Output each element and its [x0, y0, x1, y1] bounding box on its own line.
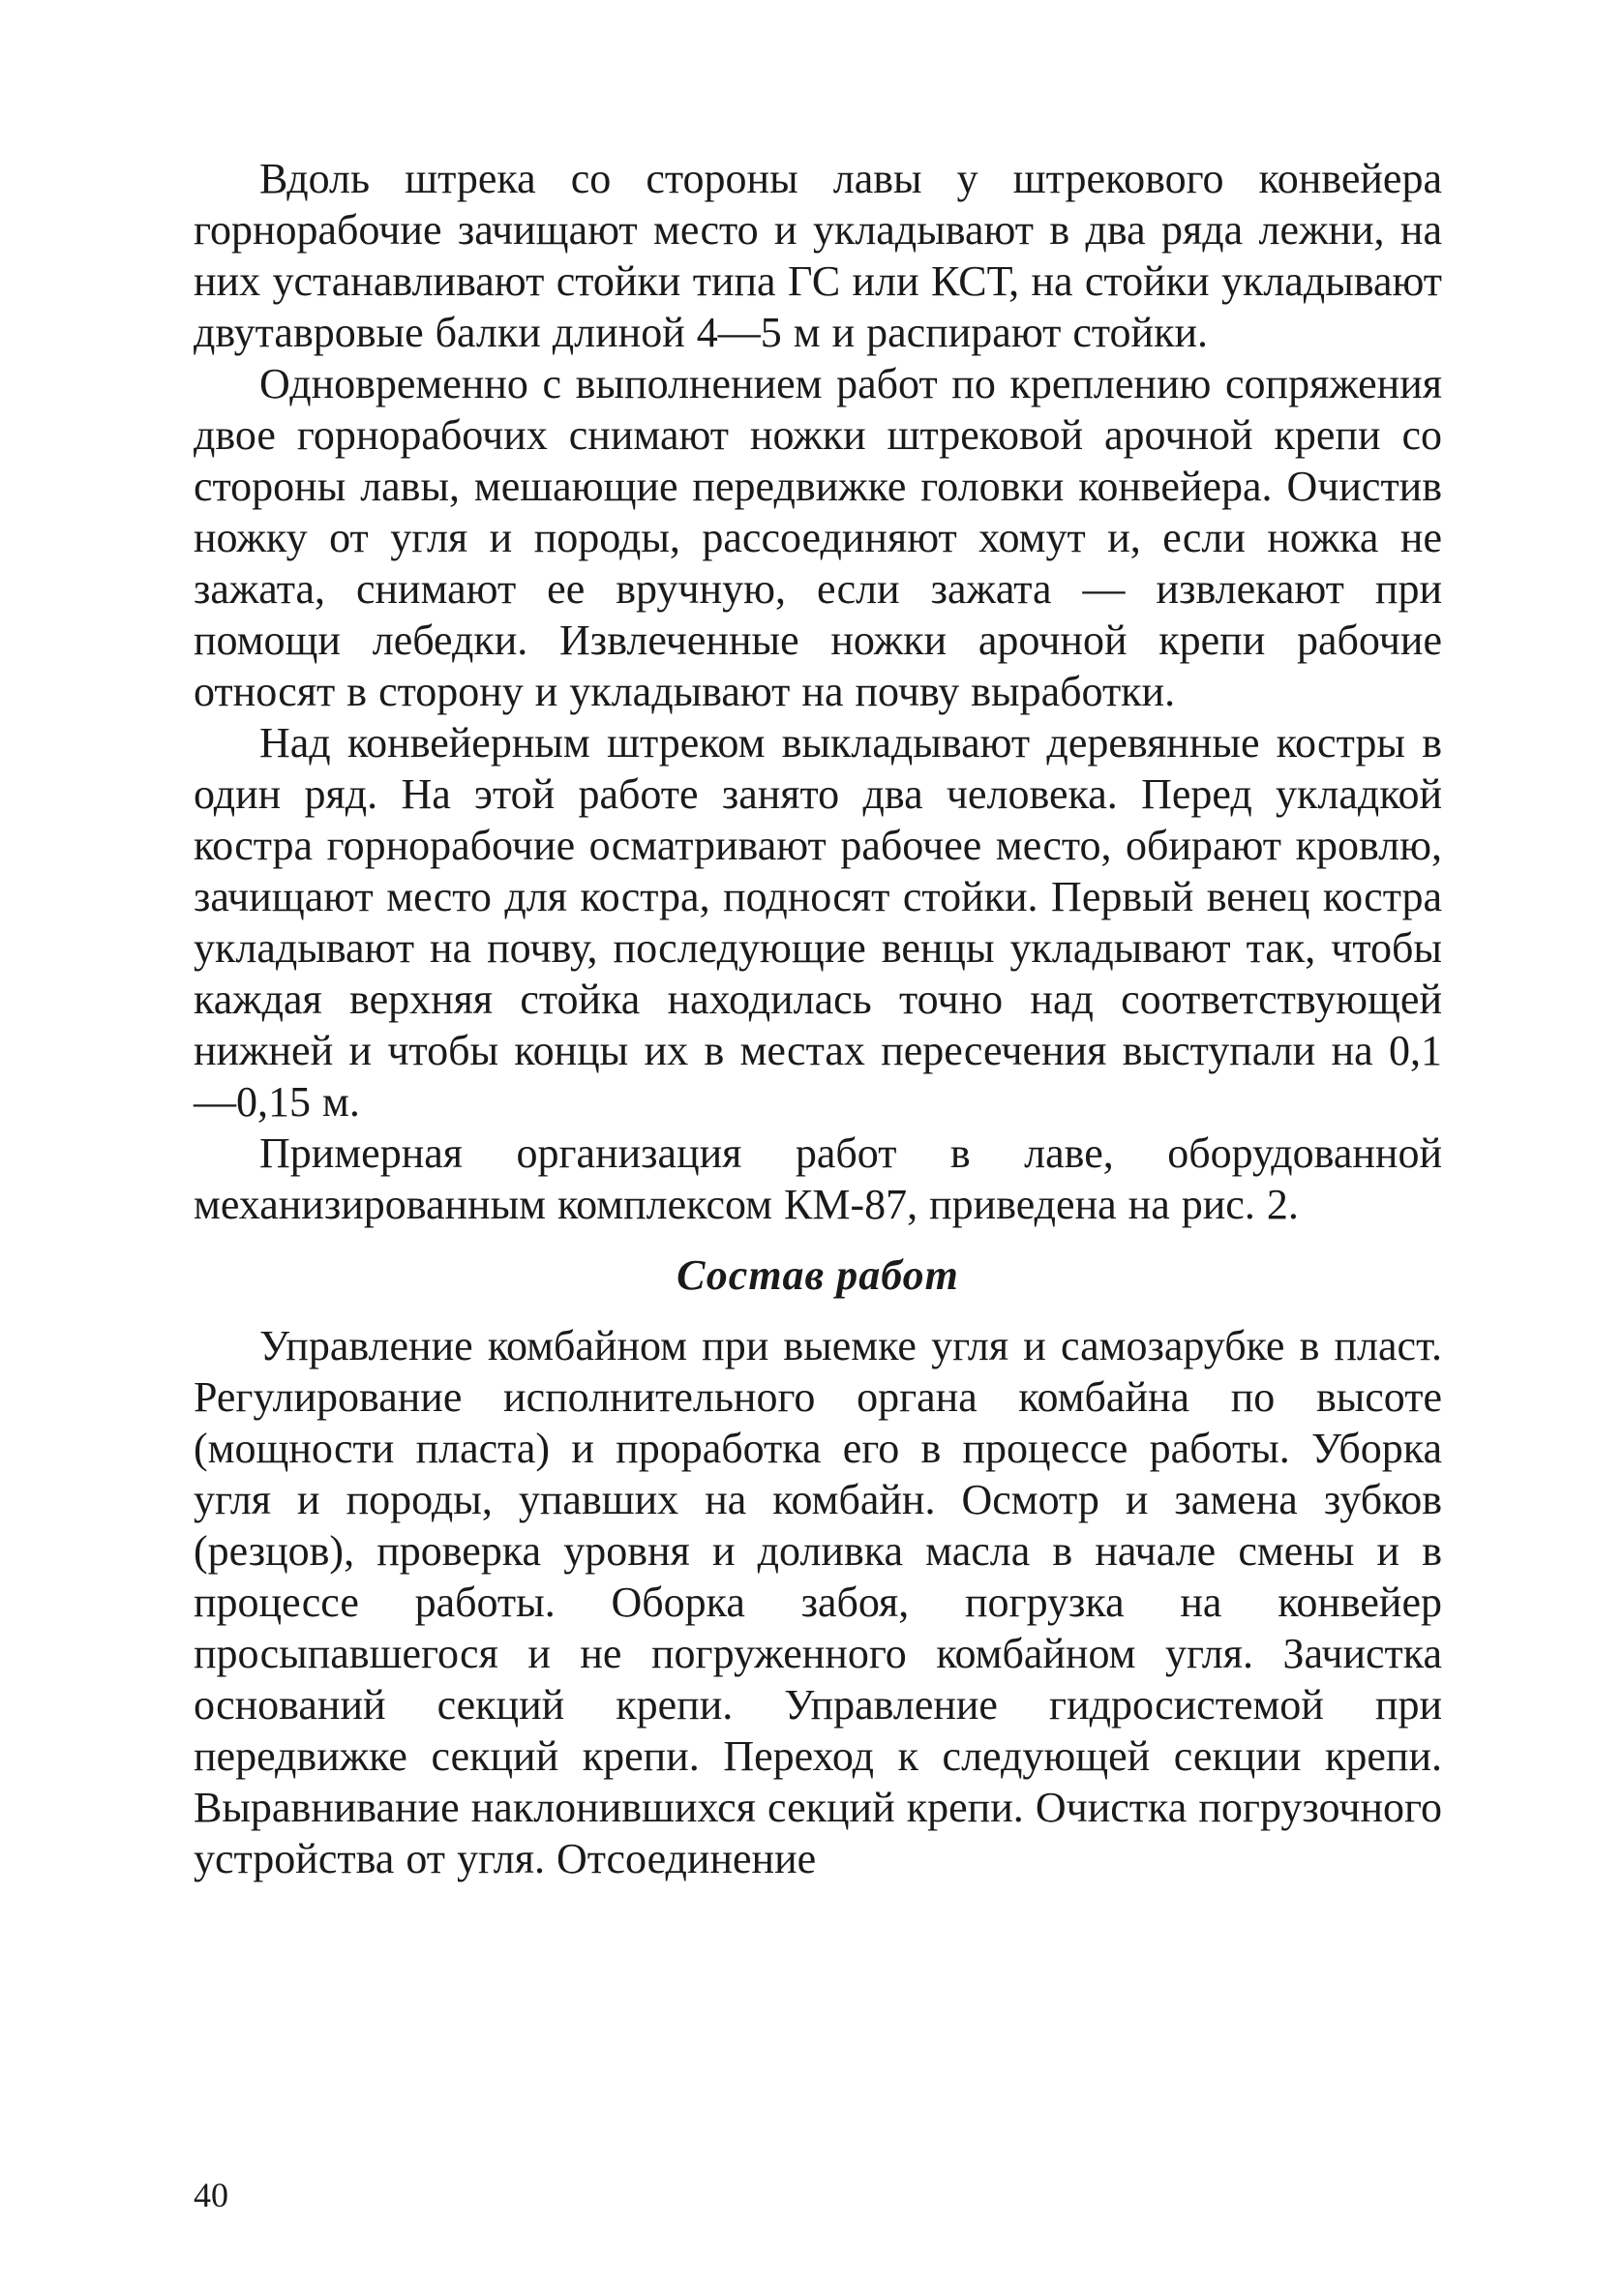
- paragraph-1: Вдоль штрека со стороны лавы у штрекового конвейера горнорабочие зачищают место и укладывают в два ряда лежни, на них устанавливают стойки типа ГС или КСТ, на стойки укладывают двутавровые балки длиной 4—5 м и распирают стойки.: [194, 155, 1442, 356]
- section-heading: Состав работ: [677, 1251, 959, 1299]
- page-number: 40: [194, 2176, 228, 2214]
- paragraph-4: Примерная организация работ в лаве, оборудованной механизированным комплексом КМ-87, приведена на рис. 2.: [194, 1129, 1442, 1228]
- paragraph-3: Над конвейерным штреком выкладывают деревянные костры в один ряд. На этой работе занято два человека. Перед укладкой костра горнорабочие осматривают рабочее место, обирают кровлю, зачищают место для костра, подносят стойки. Первый венец костра укладывают на почву, последующие венцы укладывают так, чтобы каждая верхняя стойка находилась точно над соответствующей нижней и чтобы концы их в местах пересечения выступали на 0,1—0,15 м.: [194, 719, 1442, 1126]
- text-column: [194, 153, 1442, 1884]
- section-paragraph-1: Управление комбайном при выемке угля и самозарубке в пласт. Регулирование исполнительного органа комбайна по высоте (мощности пласта) и проработка его в процессе работы. Уборка угля и породы, упавших на комбайн. Осмотр и замена зубков (резцов), проверка уровня и доливка масла в начале смены и в процессе работы. Оборка забоя, погрузка на конвейер просыпавшегося и не погруженного комбайном угля. Зачистка оснований секций крепи. Управление гидросистемой при передвижке секций крепи. Переход к следующей секции крепи. Выравнивание наклонившихся секций крепи. Очистка погрузочного устройства от угля. Отсоединение: [194, 1322, 1442, 1882]
- paragraph-2: Одновременно с выполнением работ по креплению сопряжения двое горнорабочих снимают ножки штрековой арочной крепи со стороны лавы, мешающие передвижке головки конвейера. Очистив ножку от угля и породы, рассоединяют хомут и, если ножка не зажата, снимают ее вручную, если зажата — извлекают при помощи лебедки. Извлеченные ножки арочной крепи рабочие относят в сторону и укладывают на почву выработки.: [194, 360, 1442, 715]
